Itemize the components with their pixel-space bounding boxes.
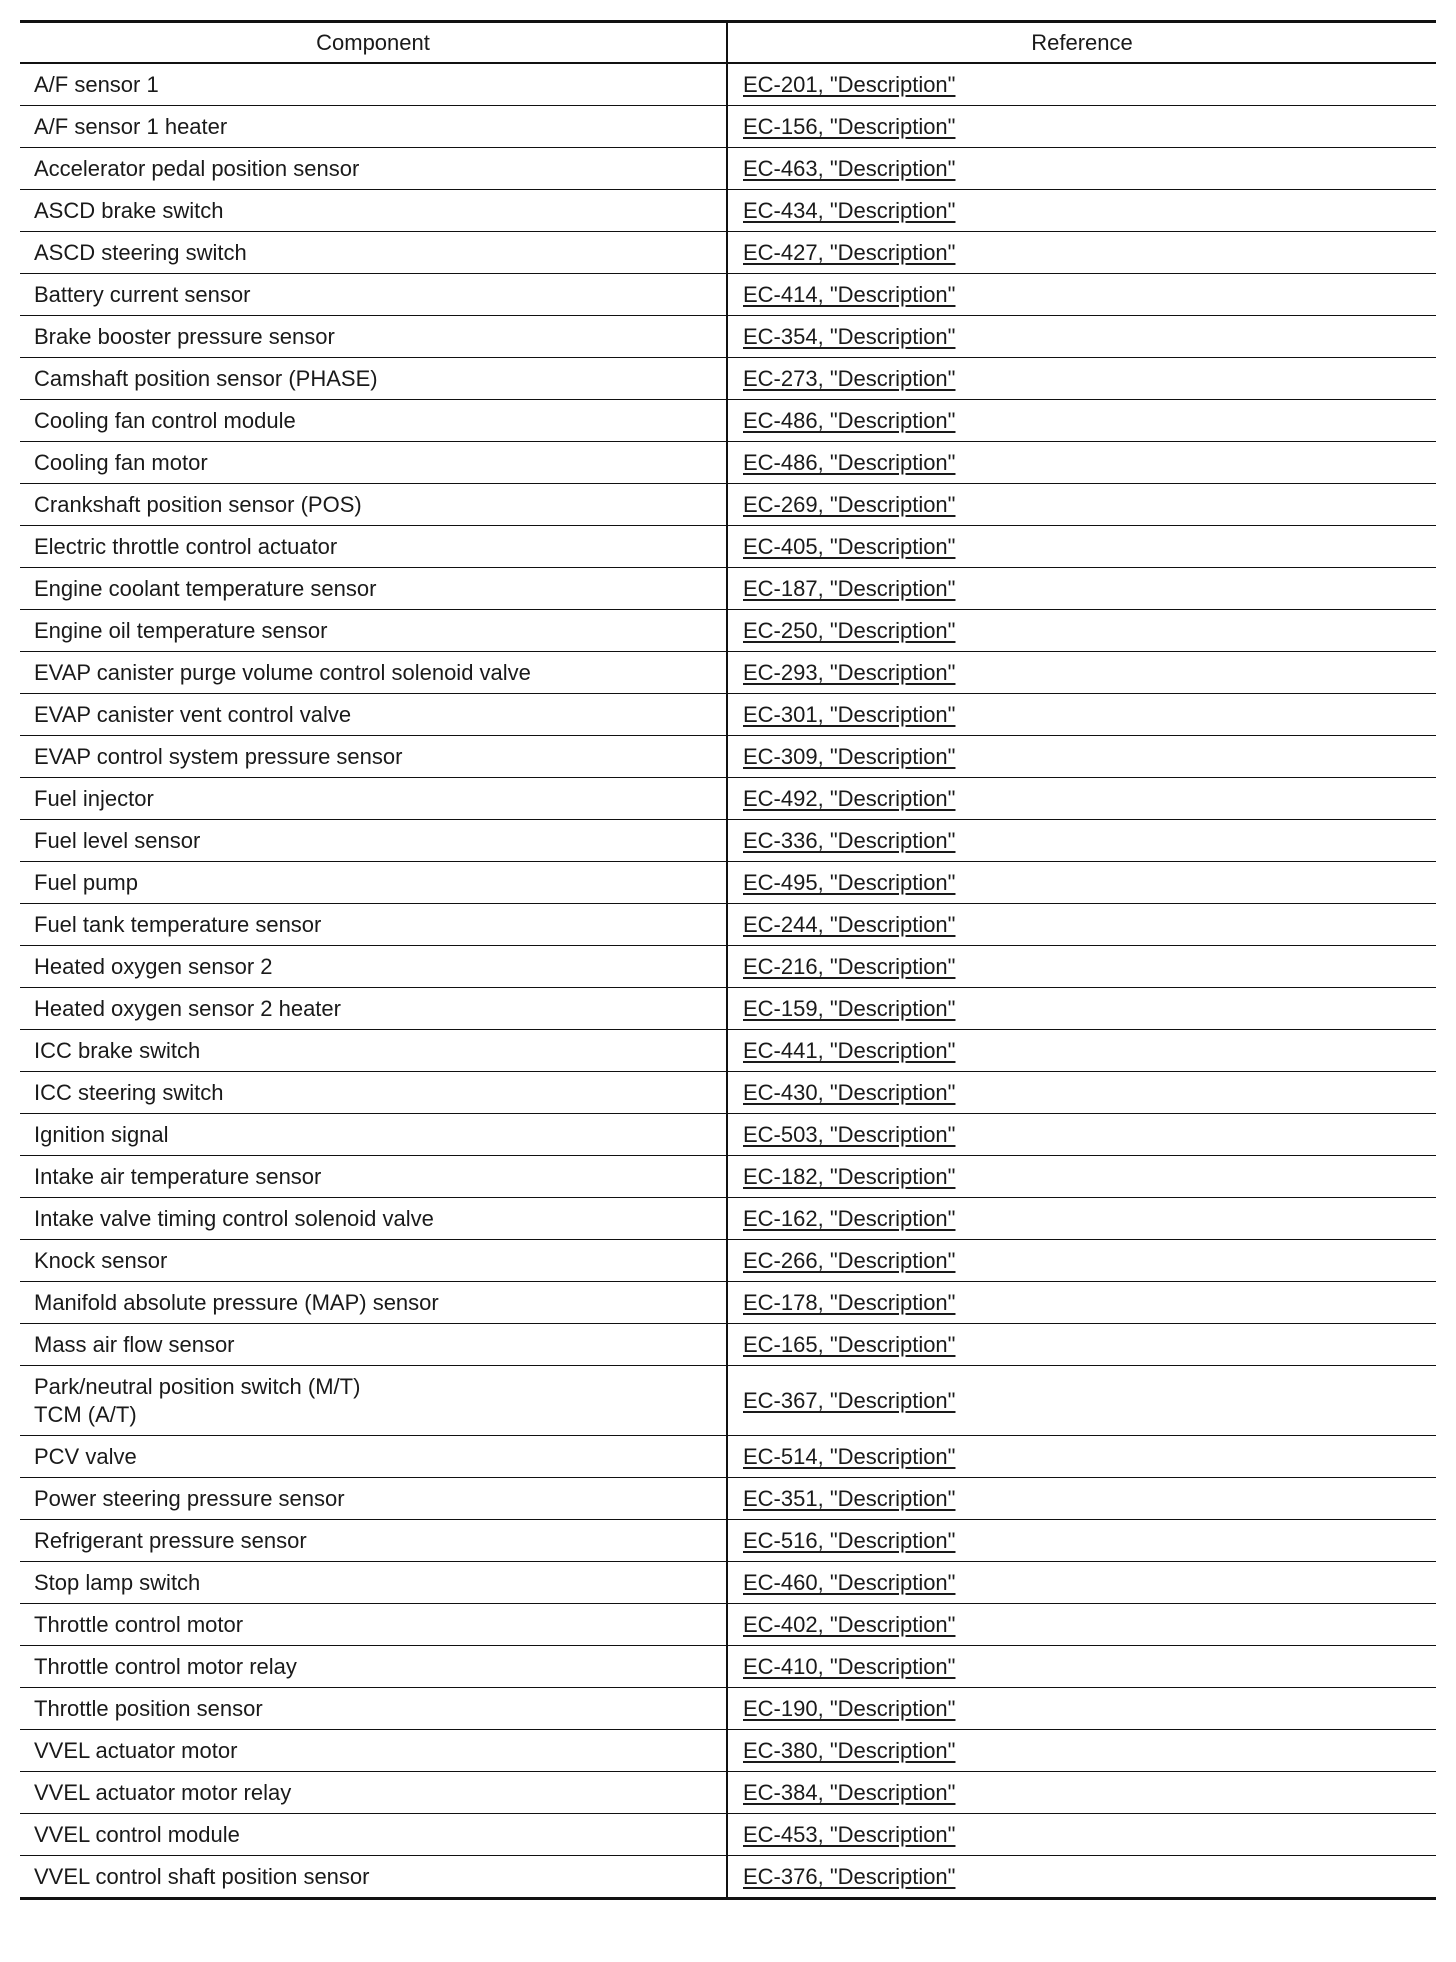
reference-link[interactable]: EC-486, "Description"	[743, 407, 956, 433]
reference-cell	[727, 1436, 1436, 1478]
component-name: TCM (A/T)	[34, 1401, 137, 1427]
component-cell	[20, 1478, 727, 1520]
reference-link[interactable]: EC-190, "Description"	[743, 1695, 956, 1721]
component-cell	[20, 63, 727, 106]
component-name: ASCD brake switch	[34, 197, 224, 223]
reference-cell	[727, 400, 1436, 442]
reference-cell	[727, 526, 1436, 568]
component-cell	[20, 1520, 727, 1562]
reference-link[interactable]: EC-216, "Description"	[743, 953, 956, 979]
reference-cell	[727, 1240, 1436, 1282]
reference-link[interactable]: EC-516, "Description"	[743, 1527, 956, 1553]
reference-link[interactable]: EC-336, "Description"	[743, 827, 956, 853]
reference-link[interactable]: EC-273, "Description"	[743, 365, 956, 391]
component-name: Park/neutral position switch (M/T)	[34, 1373, 361, 1399]
table-row	[20, 1436, 1436, 1478]
table-row	[20, 610, 1436, 652]
component-cell	[20, 946, 727, 988]
reference-cell	[727, 946, 1436, 988]
reference-cell	[727, 484, 1436, 526]
component-name: Cooling fan control module	[34, 407, 296, 433]
component-cell	[20, 358, 727, 400]
component-reference-table	[20, 20, 1436, 1900]
reference-link[interactable]: EC-427, "Description"	[743, 239, 956, 265]
component-cell	[20, 568, 727, 610]
reference-link[interactable]: EC-380, "Description"	[743, 1737, 956, 1763]
component-name: Heated oxygen sensor 2	[34, 953, 273, 979]
component-cell	[20, 1072, 727, 1114]
component-cell	[20, 1114, 727, 1156]
table-row	[20, 1282, 1436, 1324]
reference-link[interactable]: EC-354, "Description"	[743, 323, 956, 349]
reference-cell	[727, 442, 1436, 484]
reference-cell	[727, 1688, 1436, 1730]
component-name: Power steering pressure sensor	[34, 1485, 345, 1511]
table-row	[20, 358, 1436, 400]
reference-cell	[727, 1814, 1436, 1856]
component-name: Fuel pump	[34, 869, 138, 895]
reference-cell	[727, 568, 1436, 610]
table-row	[20, 1814, 1436, 1856]
reference-link[interactable]: EC-492, "Description"	[743, 785, 956, 811]
reference-link[interactable]: EC-453, "Description"	[743, 1821, 956, 1847]
reference-cell	[727, 862, 1436, 904]
component-cell	[20, 610, 727, 652]
component-name: A/F sensor 1 heater	[34, 113, 228, 139]
reference-link[interactable]: EC-430, "Description"	[743, 1079, 956, 1105]
reference-link[interactable]: EC-486, "Description"	[743, 449, 956, 475]
component-cell	[20, 736, 727, 778]
reference-link[interactable]: EC-410, "Description"	[743, 1653, 956, 1679]
table-row	[20, 568, 1436, 610]
reference-cell	[727, 736, 1436, 778]
component-cell	[20, 652, 727, 694]
component-name: ICC steering switch	[34, 1079, 224, 1105]
reference-link[interactable]: EC-351, "Description"	[743, 1485, 956, 1511]
reference-link[interactable]: EC-463, "Description"	[743, 155, 956, 181]
table-row	[20, 1030, 1436, 1072]
component-name: Heated oxygen sensor 2 heater	[34, 995, 341, 1021]
component-name: VVEL control shaft position sensor	[34, 1863, 370, 1889]
component-cell	[20, 1646, 727, 1688]
component-cell	[20, 1198, 727, 1240]
reference-link[interactable]: EC-182, "Description"	[743, 1163, 956, 1189]
component-cell	[20, 190, 727, 232]
reference-cell	[727, 63, 1436, 106]
reference-link[interactable]: EC-266, "Description"	[743, 1247, 956, 1273]
component-name: VVEL control module	[34, 1821, 240, 1847]
component-cell	[20, 1856, 727, 1899]
reference-cell	[727, 1156, 1436, 1198]
component-name: Manifold absolute pressure (MAP) sensor	[34, 1289, 439, 1315]
component-name: Battery current sensor	[34, 281, 251, 307]
reference-cell	[727, 1772, 1436, 1814]
table-row	[20, 190, 1436, 232]
component-name: Engine oil temperature sensor	[34, 617, 328, 643]
component-name: EVAP canister vent control valve	[34, 701, 352, 727]
component-cell	[20, 694, 727, 736]
component-cell	[20, 316, 727, 358]
table-body	[20, 63, 1436, 1899]
reference-link[interactable]: EC-269, "Description"	[743, 491, 956, 517]
table-header-row	[20, 22, 1436, 64]
table-row	[20, 274, 1436, 316]
component-cell	[20, 988, 727, 1030]
component-cell	[20, 1772, 727, 1814]
component-name: Throttle control motor	[34, 1611, 244, 1637]
reference-cell	[727, 274, 1436, 316]
component-cell	[20, 1240, 727, 1282]
reference-link[interactable]: EC-244, "Description"	[743, 911, 956, 937]
table-row	[20, 1688, 1436, 1730]
table-row	[20, 1240, 1436, 1282]
component-name: Accelerator pedal position sensor	[34, 155, 360, 181]
component-cell	[20, 1366, 727, 1436]
reference-link[interactable]: EC-201, "Description"	[743, 71, 956, 97]
table-row	[20, 1198, 1436, 1240]
table-row	[20, 442, 1436, 484]
component-name: EVAP canister purge volume control solenoid valve	[34, 659, 531, 685]
reference-cell	[727, 820, 1436, 862]
reference-cell	[727, 694, 1436, 736]
reference-link[interactable]: EC-414, "Description"	[743, 281, 956, 307]
reference-link[interactable]: EC-178, "Description"	[743, 1289, 956, 1315]
component-name: ICC brake switch	[34, 1037, 201, 1063]
table-row	[20, 526, 1436, 568]
component-name: Brake booster pressure sensor	[34, 323, 335, 349]
reference-link[interactable]: EC-402, "Description"	[743, 1611, 956, 1637]
component-name: Electric throttle control actuator	[34, 533, 338, 559]
table-row	[20, 1114, 1436, 1156]
reference-cell	[727, 148, 1436, 190]
component-cell	[20, 1730, 727, 1772]
table-row	[20, 946, 1436, 988]
reference-link[interactable]: EC-434, "Description"	[743, 197, 956, 223]
component-cell	[20, 400, 727, 442]
reference-cell	[727, 652, 1436, 694]
reference-cell	[727, 1604, 1436, 1646]
reference-cell	[727, 316, 1436, 358]
component-name: Intake valve timing control solenoid valve	[34, 1205, 434, 1231]
component-name: Fuel tank temperature sensor	[34, 911, 322, 937]
component-cell	[20, 106, 727, 148]
reference-link[interactable]: EC-503, "Description"	[743, 1121, 956, 1147]
component-cell	[20, 1562, 727, 1604]
component-cell	[20, 484, 727, 526]
reference-link[interactable]: EC-441, "Description"	[743, 1037, 956, 1063]
table-row	[20, 316, 1436, 358]
reference-cell	[727, 1562, 1436, 1604]
reference-link[interactable]: EC-495, "Description"	[743, 869, 956, 895]
component-name: ASCD steering switch	[34, 239, 247, 265]
reference-link[interactable]: EC-376, "Description"	[743, 1863, 956, 1889]
reference-link[interactable]: EC-405, "Description"	[743, 533, 956, 559]
table-row	[20, 63, 1436, 106]
reference-cell	[727, 1282, 1436, 1324]
component-name: Throttle position sensor	[34, 1695, 263, 1721]
table-row	[20, 988, 1436, 1030]
table-row	[20, 232, 1436, 274]
reference-link[interactable]: EC-309, "Description"	[743, 743, 956, 769]
component-cell	[20, 148, 727, 190]
component-cell	[20, 1282, 727, 1324]
table-row	[20, 1604, 1436, 1646]
table-row	[20, 106, 1436, 148]
reference-cell	[727, 232, 1436, 274]
reference-link[interactable]: EC-250, "Description"	[743, 617, 956, 643]
reference-link[interactable]: EC-384, "Description"	[743, 1779, 956, 1805]
table-row	[20, 1478, 1436, 1520]
component-name: VVEL actuator motor relay	[34, 1779, 292, 1805]
table-row	[20, 1856, 1436, 1899]
component-cell	[20, 526, 727, 568]
reference-link[interactable]: EC-460, "Description"	[743, 1569, 956, 1595]
table-row	[20, 820, 1436, 862]
component-cell	[20, 862, 727, 904]
table-row	[20, 1772, 1436, 1814]
reference-link[interactable]: EC-162, "Description"	[743, 1205, 956, 1231]
reference-cell	[727, 106, 1436, 148]
table-row	[20, 694, 1436, 736]
component-name: Intake air temperature sensor	[34, 1163, 322, 1189]
table-row	[20, 1366, 1436, 1436]
component-cell	[20, 274, 727, 316]
component-name: Throttle control motor relay	[34, 1653, 297, 1679]
component-name: Engine coolant temperature sensor	[34, 575, 377, 601]
reference-cell	[727, 988, 1436, 1030]
reference-link[interactable]: EC-301, "Description"	[743, 701, 956, 727]
component-name: Cooling fan motor	[34, 449, 208, 475]
reference-link[interactable]: EC-514, "Description"	[743, 1443, 956, 1469]
reference-cell	[727, 358, 1436, 400]
table-row	[20, 1156, 1436, 1198]
reference-cell	[727, 1366, 1436, 1436]
reference-cell	[727, 1478, 1436, 1520]
component-cell	[20, 1324, 727, 1366]
reference-cell	[727, 904, 1436, 946]
component-name: A/F sensor 1	[34, 71, 159, 97]
reference-cell	[727, 1072, 1436, 1114]
component-cell	[20, 232, 727, 274]
component-cell	[20, 442, 727, 484]
reference-cell	[727, 610, 1436, 652]
table-row	[20, 1562, 1436, 1604]
component-cell	[20, 1688, 727, 1730]
component-name: Fuel injector	[34, 785, 154, 811]
reference-link[interactable]: EC-165, "Description"	[743, 1331, 956, 1357]
table-row	[20, 862, 1436, 904]
reference-cell	[727, 778, 1436, 820]
reference-cell	[727, 1646, 1436, 1688]
table-row	[20, 148, 1436, 190]
column-header-reference: Reference	[727, 22, 1436, 64]
component-cell	[20, 1436, 727, 1478]
reference-cell	[727, 1114, 1436, 1156]
component-name: Crankshaft position sensor (POS)	[34, 491, 362, 517]
component-name: EVAP control system pressure sensor	[34, 743, 403, 769]
component-name: PCV valve	[34, 1443, 137, 1469]
reference-cell	[727, 1030, 1436, 1072]
reference-cell	[727, 1856, 1436, 1899]
table-row	[20, 1072, 1436, 1114]
reference-cell	[727, 1730, 1436, 1772]
table-row	[20, 1520, 1436, 1562]
reference-link[interactable]: EC-187, "Description"	[743, 575, 956, 601]
component-name: Camshaft position sensor (PHASE)	[34, 365, 378, 391]
table-row	[20, 400, 1436, 442]
component-name: Knock sensor	[34, 1247, 168, 1273]
reference-cell	[727, 1520, 1436, 1562]
component-name: Stop lamp switch	[34, 1569, 201, 1595]
table-row	[20, 1324, 1436, 1366]
component-name: Mass air flow sensor	[34, 1331, 235, 1357]
table-row	[20, 778, 1436, 820]
component-cell	[20, 1030, 727, 1072]
reference-link[interactable]: EC-159, "Description"	[743, 995, 956, 1021]
table-row	[20, 652, 1436, 694]
reference-link[interactable]: EC-367, "Description"	[743, 1387, 956, 1413]
table-row	[20, 736, 1436, 778]
reference-link[interactable]: EC-293, "Description"	[743, 659, 956, 685]
component-cell	[20, 1156, 727, 1198]
component-cell	[20, 778, 727, 820]
component-name: Ignition signal	[34, 1121, 169, 1147]
table-row	[20, 904, 1436, 946]
component-name: Refrigerant pressure sensor	[34, 1527, 307, 1553]
column-header-component: Component	[20, 22, 727, 64]
reference-link[interactable]: EC-156, "Description"	[743, 113, 956, 139]
component-cell	[20, 904, 727, 946]
component-cell	[20, 1604, 727, 1646]
reference-cell	[727, 1198, 1436, 1240]
component-cell	[20, 1814, 727, 1856]
table-row	[20, 484, 1436, 526]
reference-cell	[727, 190, 1436, 232]
table-row	[20, 1730, 1436, 1772]
reference-cell	[727, 1324, 1436, 1366]
component-cell	[20, 820, 727, 862]
table-row	[20, 1646, 1436, 1688]
component-name: VVEL actuator motor	[34, 1737, 238, 1763]
component-name: Fuel level sensor	[34, 827, 201, 853]
